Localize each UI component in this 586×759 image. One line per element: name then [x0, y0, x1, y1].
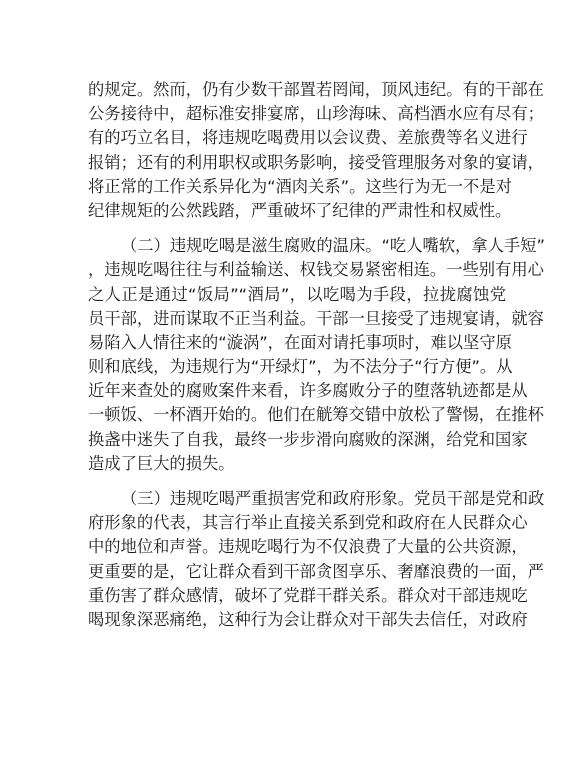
text-line: （三）违规吃喝严重损害党和政府形象。党员干部是党和政 — [121, 489, 545, 508]
text-line: 易陷入人情往来的“漩涡”，在面对请托事项时，难以坚守原 — [88, 332, 512, 352]
text-line: 喝现象深恶痛绝，这种行为会让群众对干部失去信任，对政府 — [88, 609, 528, 629]
text-line: 中的地位和声誉。违规吃喝行为不仅浪费了大量的公共资源， — [88, 537, 528, 557]
text-line: 的规定。然而，仍有少数干部置若罔闻，顶风违纪。有的干部在 — [88, 80, 544, 99]
paragraph-spacer — [88, 476, 506, 487]
text-line: ，违规吃喝往往与利益输送、权钱交易紧密相连。一些别有用心 — [88, 260, 544, 280]
text-line: 之人正是通过“饭局”“酒局”，以吃喝为手段，拉拢腐蚀党 — [88, 284, 506, 304]
document-body — [88, 78, 545, 632]
text-line: 则和底线，为违规行为“开绿灯”，为不法分子“行方便”。从 — [88, 357, 513, 377]
text-line: 将正常的工作关系异化为“酒肉关系”。这些行为无一不是对 — [88, 176, 512, 196]
text-line: 更重要的是，它让群众看到干部贪图享乐、奢靡浪费的一面，严 — [88, 561, 544, 581]
text-line: 府形象的代表，其言行举止直接关系到党和政府在人民群众心 — [88, 513, 528, 533]
text-line: 员干部，进而谋取不正当利益。干部一旦接受了违规宴请，就容 — [88, 308, 544, 328]
text-line: 近年来查处的腐败案件来看，许多腐败分子的堕落轨迹都是从 — [88, 381, 528, 401]
text-line: 重伤害了群众感情，破坏了党群干群关系。群众对干部违规吃 — [88, 585, 528, 605]
text-line: 公务接待中，超标准安排宴席，山珍海味、高档酒水应有尽有； — [88, 104, 544, 124]
text-line: 纪律规矩的公然践踏，严重破坏了纪律的严肃性和权威性。 — [88, 200, 512, 220]
text-line: 有的巧立名目，将违规吃喝费用以会议费、差旅费等名义进行 — [88, 128, 528, 148]
text-line: 造成了巨大的损失。 — [88, 453, 235, 473]
paragraph-3 — [88, 487, 545, 632]
paragraph-2 — [88, 234, 545, 476]
text-line: （二）违规吃喝是滋生腐败的温床。“吃人嘴软，拿人手短” — [121, 236, 545, 256]
paragraph-spacer — [88, 223, 506, 234]
text-line: 换盏中迷失了自我，最终一步步滑向腐败的深渊，给党和国家 — [88, 429, 528, 449]
text-line: 报销；还有的利用职权或职务影响，接受管理服务对象的宴请， — [88, 152, 544, 172]
text-line: 一顿饭、一杯酒开始的。他们在觥筹交错中放松了警惕，在推杯 — [88, 405, 544, 425]
paragraph-1 — [88, 78, 544, 223]
